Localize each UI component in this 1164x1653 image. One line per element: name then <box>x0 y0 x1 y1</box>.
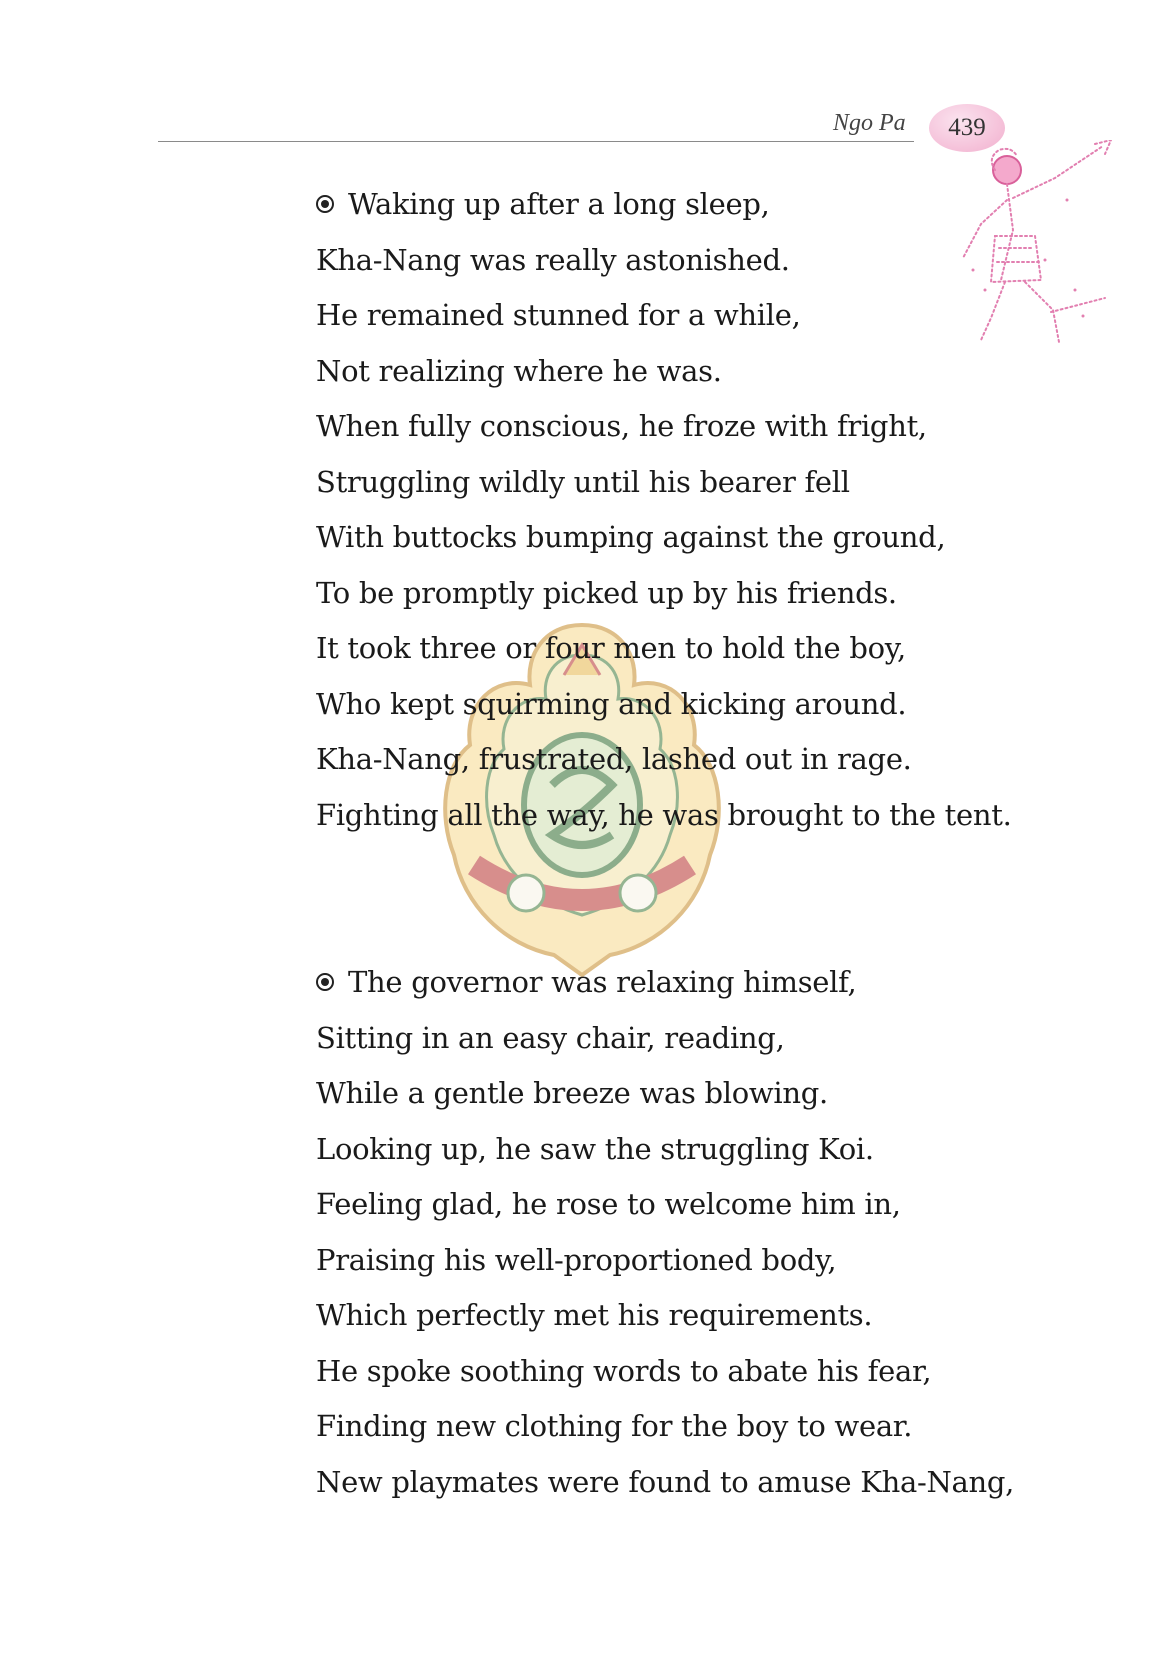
bullet-circle-icon <box>316 195 334 213</box>
stanza-2 <box>316 955 1014 1510</box>
verse-line: New playmates were found to amuse Kha-Nang, <box>316 1464 1015 1499</box>
verse-line: With buttocks bumping against the ground, <box>316 520 946 554</box>
verse-line: Struggling wildly until his bearer fell <box>316 464 850 499</box>
verse-line: While a gentle breeze was blowing. <box>316 1076 828 1110</box>
verse-line: Which perfectly met his requirements. <box>316 1298 873 1332</box>
verse-line: Sitting in an easy chair, reading, <box>316 1020 785 1055</box>
verse-line: Looking up, he saw the struggling Koi. <box>316 1131 874 1166</box>
verse-line: Finding new clothing for the boy to wear. <box>316 1409 913 1443</box>
verse-line: Waking up after a long sleep, <box>316 177 1012 233</box>
verse-line: Praising his well-proportioned body, <box>316 1242 837 1277</box>
verse-line: Not realizing where he was. <box>316 353 722 388</box>
verse-line: Kha-Nang was really astonished. <box>316 242 790 277</box>
verse-line: To be promptly picked up by his friends. <box>316 575 897 610</box>
verse-line: Who kept squirming and kicking around. <box>316 686 907 721</box>
verse-line: Fighting all the way, he was brought to the tent. <box>316 797 1012 832</box>
running-title: Ngo Pa <box>833 110 906 136</box>
verse-line: He remained stunned for a while, <box>316 298 801 332</box>
verse-line: Feeling glad, he rose to welcome him in, <box>316 1187 901 1221</box>
verse-line: It took three or four men to hold the boy, <box>316 631 906 665</box>
verse-line: Kha-Nang, frustrated, lashed out in rage. <box>316 742 912 776</box>
verse-line: He spoke soothing words to abate his fear, <box>316 1353 932 1388</box>
verse-line: When fully conscious, he froze with fright, <box>316 409 927 443</box>
verse-line: The governor was relaxing himself, <box>316 955 1014 1011</box>
bullet-circle-icon <box>316 973 334 991</box>
stanza-1 <box>316 177 1012 843</box>
page-number: 439 <box>948 114 986 141</box>
header-rule <box>158 141 914 142</box>
